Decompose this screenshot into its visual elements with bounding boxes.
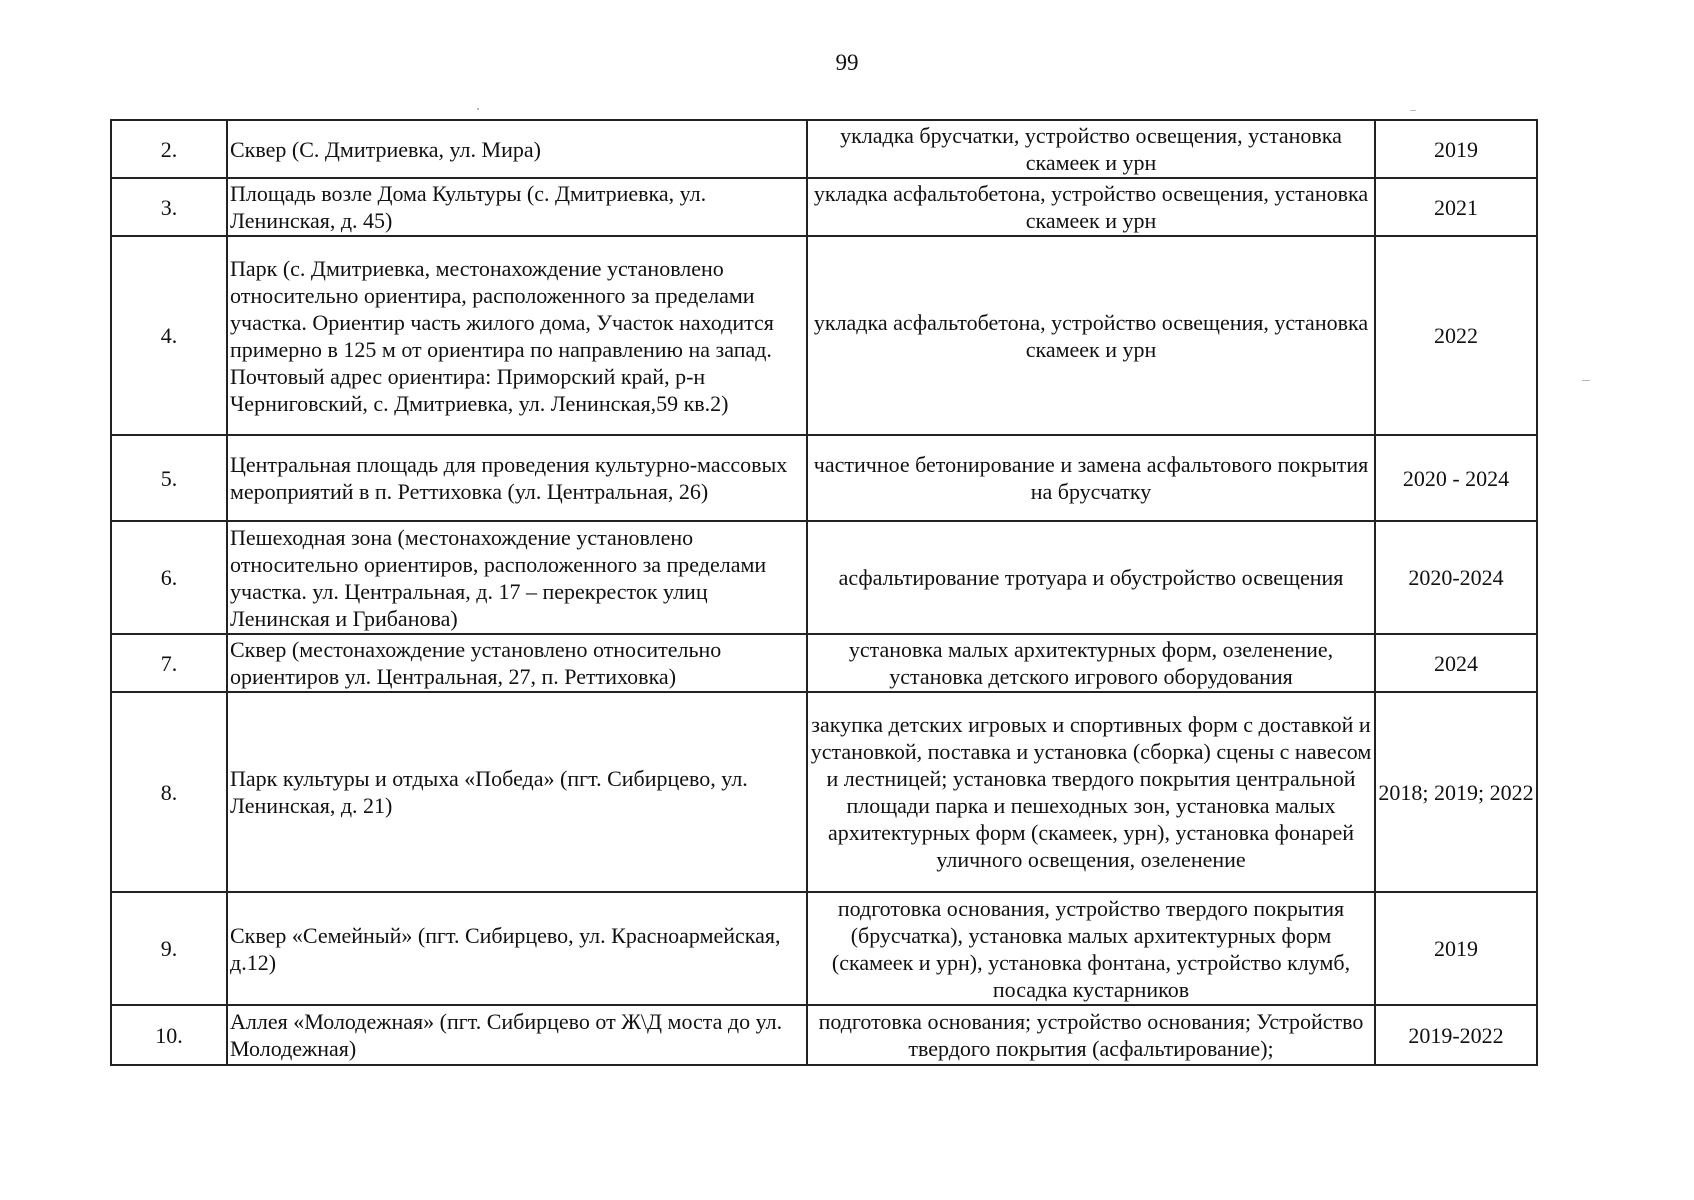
row-number: 7. — [111, 634, 227, 692]
table-row — [111, 521, 1537, 634]
object-name: Аллея «Молодежная» (пгт. Сибирцево от Ж\Д моста до ул. Молодежная) — [227, 1005, 807, 1065]
work-description: укладка асфальтобетона, устройство освещения, установка скамеек и урн — [807, 178, 1375, 236]
scan-speck — [1410, 110, 1416, 111]
row-number: 5. — [111, 435, 227, 521]
table-row — [111, 435, 1537, 521]
work-description: асфальтирование тротуара и обустройство освещения — [807, 521, 1375, 634]
year-cell: 2020 - 2024 — [1375, 435, 1537, 521]
table-row — [111, 120, 1537, 178]
object-name: Сквер (С. Дмитриевка, ул. Мира) — [227, 120, 807, 178]
object-name: Парк (с. Дмитриевка, местонахождение установлено относительно ориентира, расположенного за пределами участка. Ориентир часть жилого дома, Участок находится примерно в 125 м от ориентира по направлению на запад. Почтовый адрес ориентира: Приморский край, р-н Черниговский, с. Дмитриевка, ул. Ленинская,59 кв.2) — [227, 236, 807, 435]
row-number: 6. — [111, 521, 227, 634]
year-cell: 2019 — [1375, 120, 1537, 178]
scan-speck — [477, 108, 479, 110]
row-number: 10. — [111, 1005, 227, 1065]
work-description: подготовка основания; устройство основания; Устройство твердого покрытия (асфальтирование); — [807, 1005, 1375, 1065]
work-description: укладка асфальтобетона, устройство освещения, установка скамеек и урн — [807, 236, 1375, 435]
row-number: 4. — [111, 236, 227, 435]
work-description: частичное бетонирование и замена асфальтового покрытия на брусчатку — [807, 435, 1375, 521]
object-name: Пешеходная зона (местонахождение установлено относительно ориентиров, расположенного за пределами участка. ул. Центральная, д. 17 – перекресток улиц Ленинская и Грибанова) — [227, 521, 807, 634]
object-name: Сквер «Семейный» (пгт. Сибирцево, ул. Красноармейская, д.12) — [227, 892, 807, 1005]
object-name: Сквер (местонахождение установлено относительно ориентиров ул. Центральная, 27, п. Реттиховка) — [227, 634, 807, 692]
object-name: Площадь возле Дома Культуры (с. Дмитриевка, ул. Ленинская, д. 45) — [227, 178, 807, 236]
table-row — [111, 892, 1537, 1005]
year-cell: 2019-2022 — [1375, 1005, 1537, 1065]
table-row — [111, 692, 1537, 892]
row-number: 8. — [111, 692, 227, 892]
work-description: закупка детских игровых и спортивных форм с доставкой и установкой, поставка и установка (сборка) сцены с навесом и лестницей; установка твердого покрытия центральной площади парка и пешеходных зон, установка малых архитектурных форм (скамеек, урн), установка фонарей уличного освещения, озеленение — [807, 692, 1375, 892]
year-cell: 2024 — [1375, 634, 1537, 692]
work-description: укладка брусчатки, устройство освещения, установка скамеек и урн — [807, 120, 1375, 178]
row-number: 9. — [111, 892, 227, 1005]
object-name: Парк культуры и отдыха «Победа» (пгт. Сибирцево, ул. Ленинская, д. 21) — [227, 692, 807, 892]
table-row — [111, 1005, 1537, 1065]
work-description: подготовка основания, устройство твердого покрытия (брусчатка), установка малых архитектурных форм (скамеек и урн), установка фонтана, устройство клумб, посадка кустарников — [807, 892, 1375, 1005]
year-cell: 2022 — [1375, 236, 1537, 435]
year-cell: 2018; 2019; 2022 — [1375, 692, 1537, 892]
work-description: установка малых архитектурных форм, озеленение, установка детского игрового оборудования — [807, 634, 1375, 692]
table-row — [111, 634, 1537, 692]
page-number: 99 — [835, 50, 859, 75]
scan-speck — [1582, 380, 1590, 381]
year-cell: 2021 — [1375, 178, 1537, 236]
table-row — [111, 178, 1537, 236]
row-number: 2. — [111, 120, 227, 178]
row-number: 3. — [111, 178, 227, 236]
year-cell: 2019 — [1375, 892, 1537, 1005]
table-row — [111, 236, 1537, 435]
improvement-objects-table — [110, 119, 1538, 1066]
object-name: Центральная площадь для проведения культурно-массовых мероприятий в п. Реттиховка (ул. Центральная, 26) — [227, 435, 807, 521]
year-cell: 2020-2024 — [1375, 521, 1537, 634]
